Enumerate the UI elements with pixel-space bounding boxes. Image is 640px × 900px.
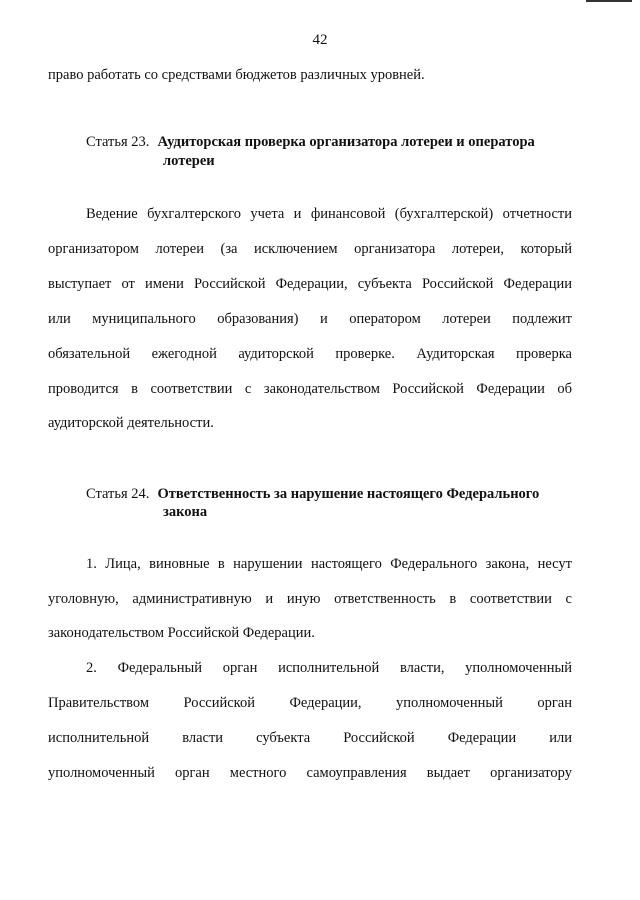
article-24-body-line: Правительством Российской Федерации, уполномоченный орган (48, 695, 572, 711)
article-23-body-line: Ведение бухгалтерского учета и финансовой (бухгалтерской) отчетности (86, 206, 572, 222)
page-number: 42 (312, 32, 328, 48)
article-23-body-line: или муниципального образования) и оператором лотереи подлежит (48, 311, 572, 327)
article-23-title-line-2: лотереи (163, 153, 215, 169)
article-24-body-line: 1. Лица, виновные в нарушении настоящего Федерального закона, несут (86, 556, 572, 572)
article-23-body-line: организатором лотереи (за исключением организатора лотереи, который (48, 241, 572, 257)
article-24-title-line-2: закона (163, 504, 208, 520)
article-24-body-line: законодательством Российской Федерации. (48, 625, 315, 641)
article-24-body-line: исполнительной власти субъекта Российской Федерации или (48, 730, 572, 746)
article-23-body-line: проводится в соответствии с законодательством Российской Федерации об (48, 381, 572, 397)
article-23-title-line-1: Аудиторская проверка организатора лотереи и оператора (157, 134, 535, 150)
scan-corner-mark (586, 0, 632, 2)
article-24-body-line: уполномоченный орган местного самоуправления выдает организатору (48, 765, 572, 781)
article-24-number: Статья 24. (86, 486, 150, 502)
article-23-body-line: обязательной ежегодной аудиторской проверке. Аудиторская проверка (48, 346, 572, 362)
intro-line: право работать со средствами бюджетов различных уровней. (48, 67, 425, 83)
article-24-heading (86, 485, 539, 503)
article-23-number: Статья 23. (86, 134, 150, 150)
article-23-heading (86, 133, 535, 151)
article-24-body-line: уголовную, административную и иную ответственность в соответствии с (48, 591, 572, 607)
article-24-title-line-1: Ответственность за нарушение настоящего Федерального (157, 486, 540, 502)
article-23-body-line: выступает от имени Российской Федерации, субъекта Российской Федерации (48, 276, 572, 292)
article-23-body-line: аудиторской деятельности. (48, 415, 214, 431)
article-24-body-line: 2. Федеральный орган исполнительной власти, уполномоченный (86, 660, 572, 676)
